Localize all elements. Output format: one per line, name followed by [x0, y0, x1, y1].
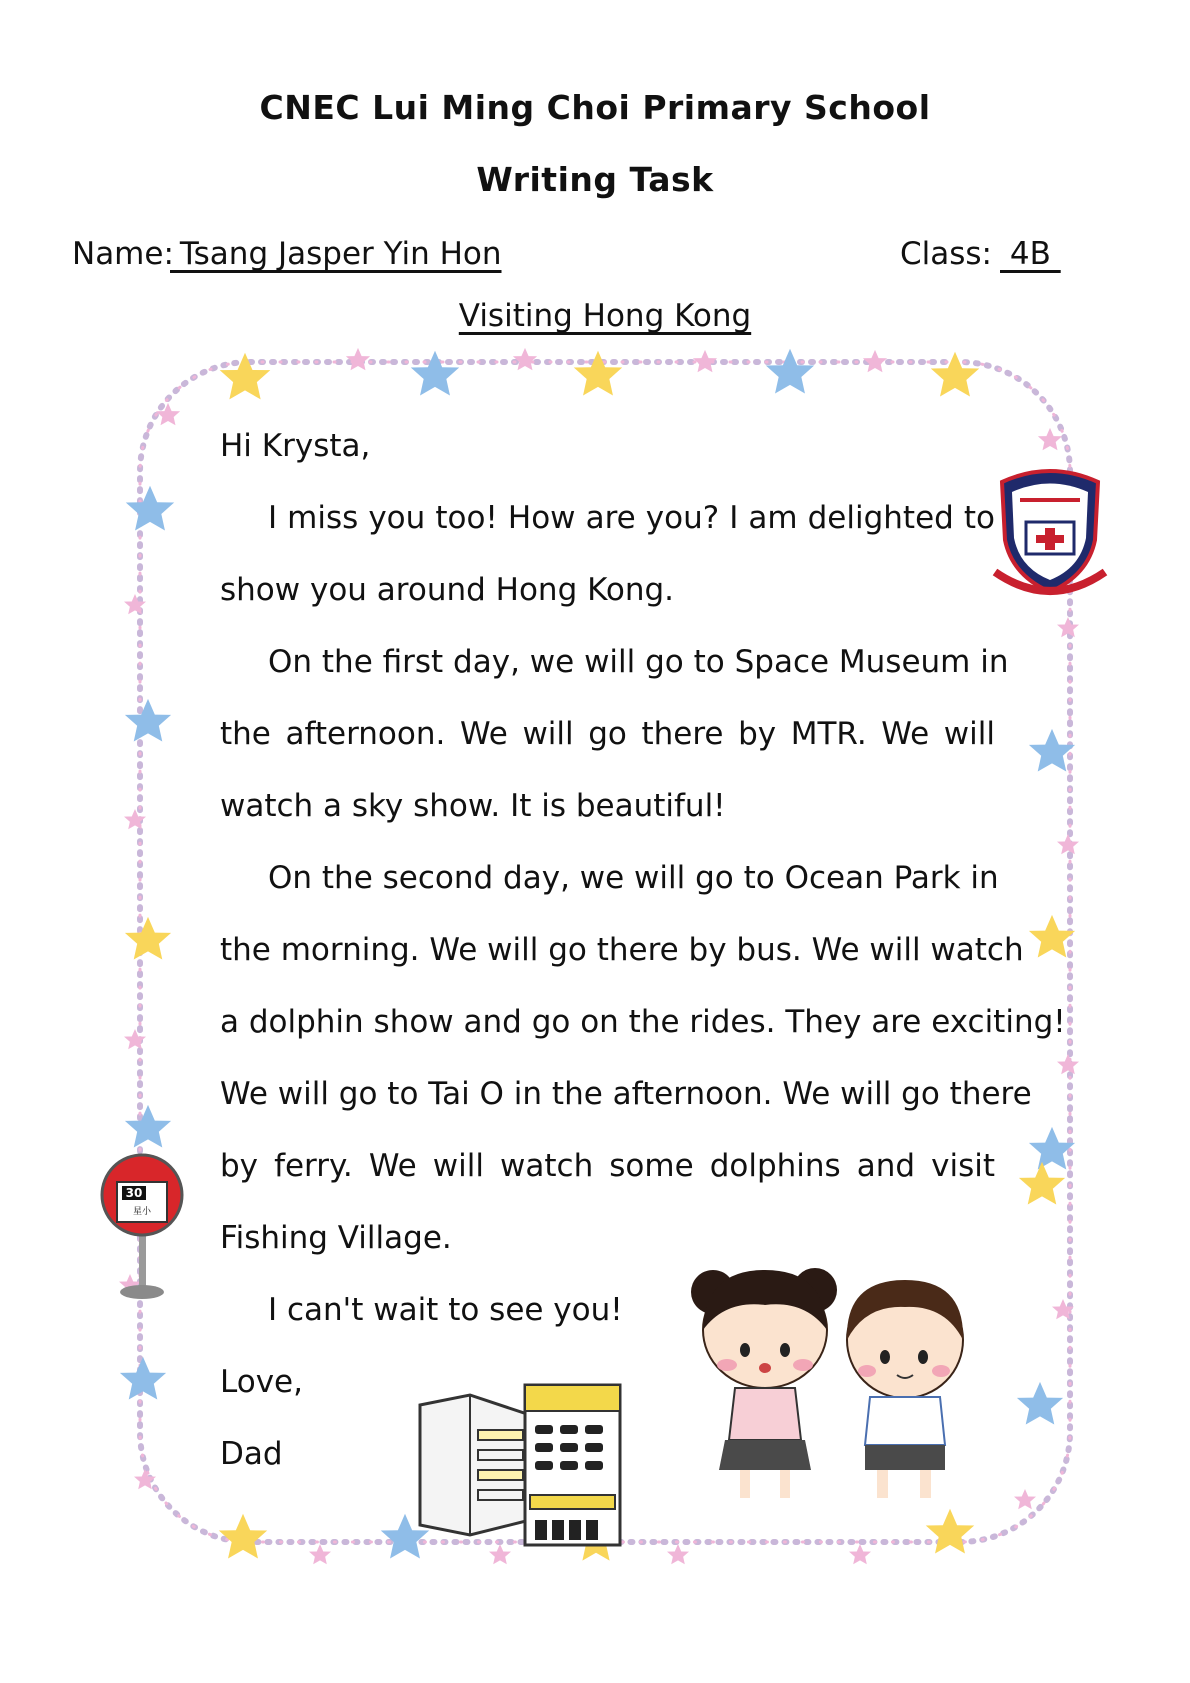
letter-greeting: Hi Krysta, [220, 428, 371, 464]
letter-line: On the second day, we will go to Ocean Park in [268, 860, 999, 896]
letter-line: by ferry. We will watch some dolphins and visit [220, 1148, 995, 1184]
name-label: Name: [72, 236, 174, 272]
svg-text:30: 30 [125, 1186, 143, 1200]
class-value: 4B [1000, 236, 1061, 272]
bus-stop-sign-icon [102, 1155, 182, 1299]
task-title: Writing Task [476, 160, 714, 199]
school-badge-logo [995, 471, 1105, 592]
letter-line: show you around Hong Kong. [220, 572, 675, 608]
letter-line: Fishing Village. [220, 1220, 452, 1256]
letter-line: I can't wait to see you! [268, 1292, 623, 1328]
letter-line: On the first day, we will go to Space Museum in [268, 644, 1009, 680]
topic-title: Visiting Hong Kong [458, 298, 752, 334]
letter-line: the morning. We will go there by bus. We will watch [220, 932, 1024, 968]
letter-closing: Love, [220, 1364, 303, 1400]
school-title: CNEC Lui Ming Choi Primary School [259, 88, 931, 127]
letter-line: I miss you too! How are you? I am delighted to [268, 500, 995, 536]
class-label: Class: [900, 236, 993, 272]
letter-line: a dolphin show and go on the rides. They are exciting! [220, 1004, 1066, 1040]
letter-line: watch a sky show. It is beautiful! [220, 788, 726, 824]
name-value: Tsang Jasper Yin Hon [170, 236, 502, 272]
letter-signature: Dad [220, 1436, 283, 1472]
svg-text:星小: 星小 [132, 1207, 152, 1217]
letter-line: the afternoon. We will go there by MTR. We will [220, 716, 995, 752]
letter-line: We will go to Tai O in the afternoon. We will go there [220, 1076, 1032, 1112]
